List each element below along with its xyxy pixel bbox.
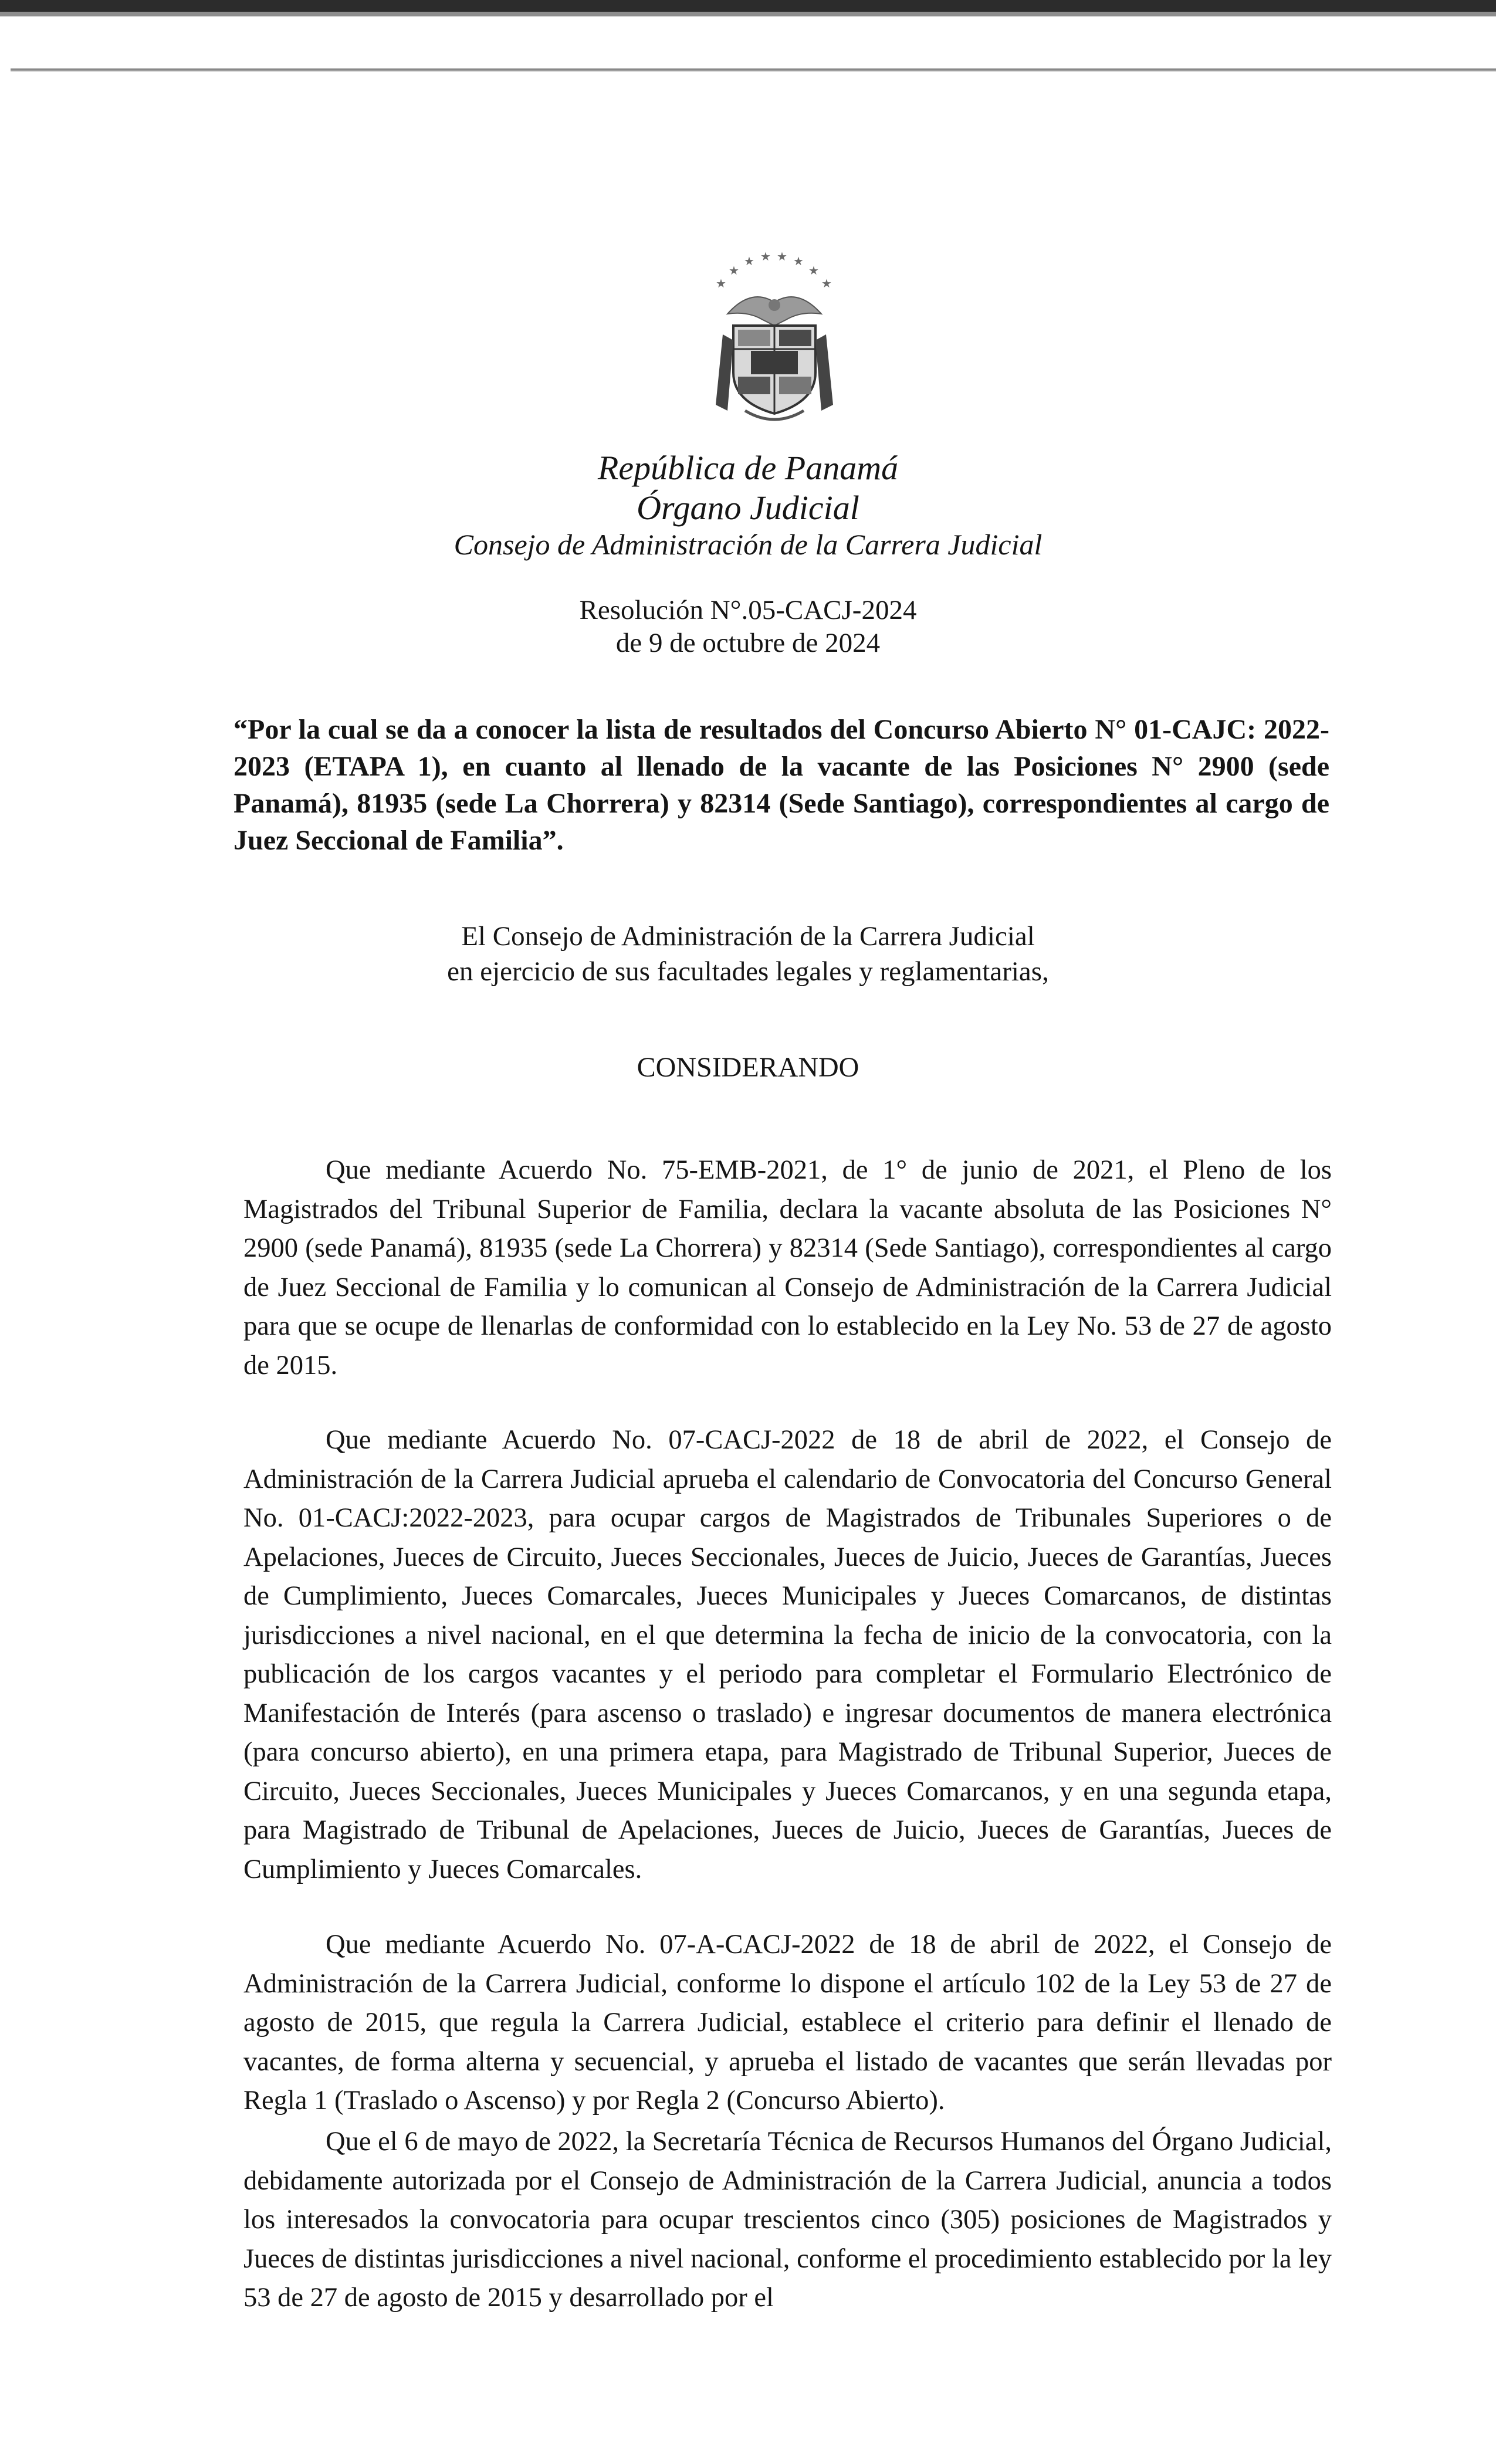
considerando-heading: CONSIDERANDO [637,1052,859,1083]
svg-text:★: ★ [793,255,804,268]
resolution-number: Resolución N°.05-CACJ-2024 [579,595,917,625]
svg-text:★: ★ [729,265,739,277]
svg-text:★: ★ [821,277,832,290]
paragraph: Que mediante Acuerdo No. 75-EMB-2021, de 1° de junio de 2021, el Pleno de los Magistrados del Tribunal Superior de Familia, declara la vacante absoluta de las Posiciones N° 2900 (sede Panamá), 81935 (sede La Chorrera) y 82314 (Sede Santiago), correspondientes al cargo de Juez Seccional de Familia y lo comunican al Consejo de Administración de la Carrera Judicial para que se ocupe de llenarlas de conformidad con lo establecido en la Ley No. 53 de 27 de agosto de 2015. [243,1155,1332,1380]
intro-line-2: en ejercicio de sus facultades legales y reglamentarias, [447,956,1049,987]
svg-text:★: ★ [760,251,771,263]
resolution-date: de 9 de octubre de 2024 [615,628,881,658]
paragraph: Que mediante Acuerdo No. 07-A-CACJ-2022 de 18 de abril de 2022, el Consejo de Administración de la Carrera Judicial, conforme lo dispone el artículo 102 de la Ley 53 de 27 de agosto de 2015, que regula la Carrera Judicial, establece el criterio para definir el llenado de vacantes, de forma alterna y secuencial, y aprueba el listado de vacantes que serán llevadas por Regla 1 (Traslado o Ascenso) y por Regla 2 (Concurso Abierto). [243,1930,1332,2116]
svg-text:★: ★ [744,255,754,268]
coat-of-arms-emblem [692,246,857,428]
paragraph: Que mediante Acuerdo No. 07-CACJ-2022 de 18 de abril de 2022, el Consejo de Administración de la Carrera Judicial aprueba el calendario de Convocatoria del Concurso General No. 01-CACJ:2022-2023, para ocupar cargos de Magistrados de Tribunales Superiores o de Apelaciones, Jueces de Circuito, Jueces Seccionales, Jueces de Juicio, Jueces de Garantías, Jueces de Cumplimiento, Jueces Comarcales, Jueces Municipales y Jueces Comarcanos, de distintas jurisdicciones a nivel nacional, en el que determina la fecha de inicio de la convocatoria, con la publicación de los cargos vacantes y el periodo para completar el Formulario Electrónico de Manifestación de Interés (para ascenso o traslado) e ingresar documentos de manera electrónica (para concurso abierto), en una primera etapa, para Magistrado de Tribunal Superior, Jueces de Circuito, Jueces Seccionales, Jueces Municipales y Jueces Comarcanos, y en una segunda etapa, para Magistrado de Tribunal de Apelaciones, Jueces de Juicio, Jueces de Garantías, Jueces de Cumplimiento y Jueces Comarcales. [243,1425,1332,1884]
scan-top-shadow [0,12,1496,16]
scan-top-edge [0,0,1496,12]
paragraph: Que el 6 de mayo de 2022, la Secretaría Técnica de Recursos Humanos del Órgano Judicial, debidamente autorizada por el Consejo de Administración de la Carrera Judicial, anuncia a todos los interesados la convocatoria para ocupar trescientos cinco (305) posiciones de Magistrados y Jueces de distintas jurisdicciones a nivel nacional, conforme el procedimiento establecido por la ley 53 de 27 de agosto de 2015 y desarrollado por el [243,2127,1332,2313]
intro-line-1: El Consejo de Administración de la Carrera Judicial [461,921,1035,952]
resolution-title: “Por la cual se da a conocer la lista de resultados del Concurso Abierto N° 01-CAJC: 2022-2023 (ETAPA 1), en cuanto al llenado de la vacante de las Posiciones N° 2900 (sede Panamá), 81935 (sede La Chorrera) y 82314 (Sede Santiago), correspondientes al cargo de Juez Seccional de Familia”. [233,714,1329,856]
paper-fold-line [11,68,1496,72]
svg-text:★: ★ [808,265,819,277]
header-republica: República de Panamá [597,449,899,487]
svg-text:★: ★ [777,251,787,263]
header-organo-judicial: Órgano Judicial [637,489,859,527]
svg-text:★: ★ [716,277,726,290]
header-consejo: Consejo de Administración de la Carrera Judicial [453,528,1043,561]
